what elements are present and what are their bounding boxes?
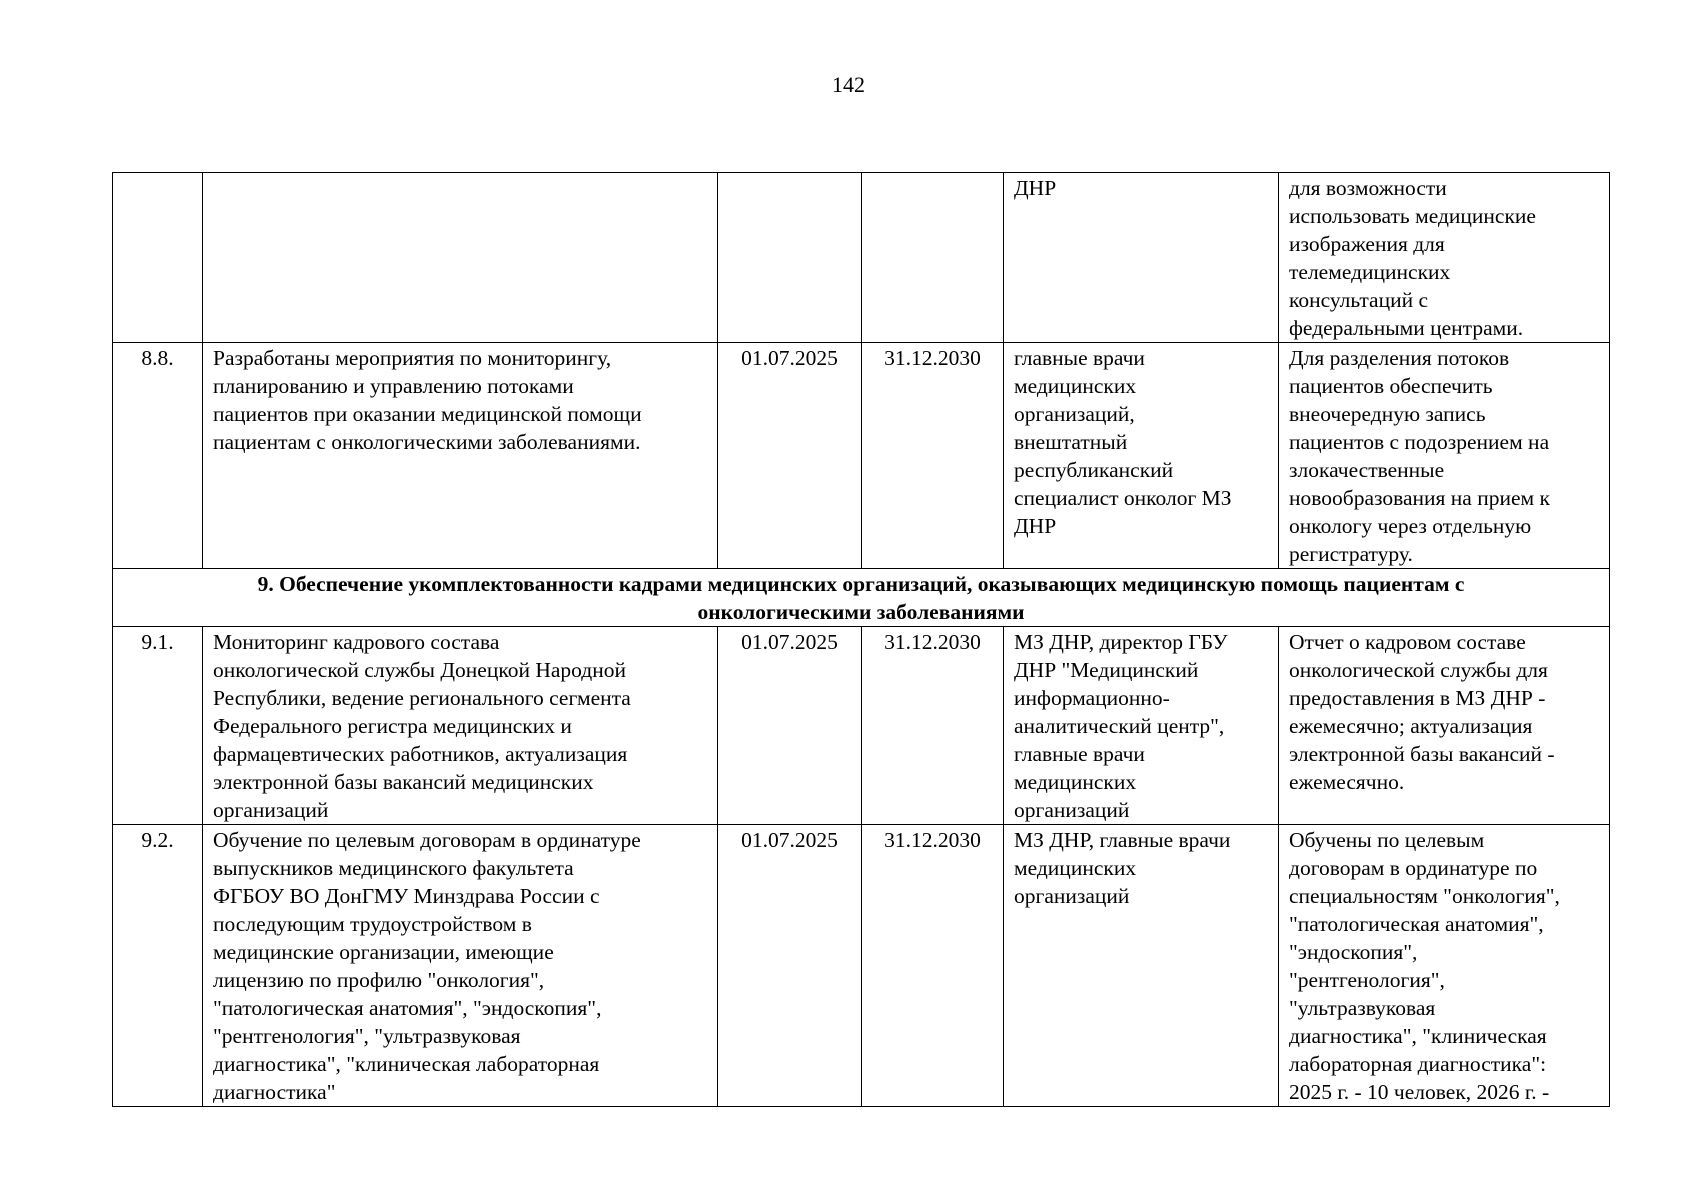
row-number bbox=[113, 173, 203, 343]
table-row bbox=[113, 173, 1610, 343]
section-row bbox=[113, 569, 1610, 627]
section-title: 9. Обеспечение укомплектованности кадрами медицинских организаций, оказывающих медицинскую помощь пациентам с онкологическими заболеваниями bbox=[113, 569, 1610, 627]
responsible-cell: ДНР bbox=[1004, 173, 1279, 343]
start-date: 01.07.2025 bbox=[718, 627, 862, 825]
row-number: 9.1. bbox=[113, 627, 203, 825]
end-date: 31.12.2030 bbox=[862, 343, 1004, 569]
start-date: 01.07.2025 bbox=[718, 343, 862, 569]
page-number: 142 bbox=[832, 72, 865, 97]
table-row bbox=[113, 825, 1610, 1107]
action-plan-table bbox=[112, 172, 1610, 1107]
activity-cell bbox=[203, 173, 718, 343]
table-row bbox=[113, 343, 1610, 569]
responsible-cell: МЗ ДНР, директор ГБУ ДНР "Медицинский информационно- аналитический центр", главные врачи медицинских организаций bbox=[1004, 627, 1279, 825]
row-number: 8.8. bbox=[113, 343, 203, 569]
result-cell: Для разделения потоков пациентов обеспечить внеочередную запись пациентов с подозрением на злокачественные новообразования на прием к онкологу через отдельную регистратуру. bbox=[1279, 343, 1610, 569]
activity-cell: Обучение по целевым договорам в ординатуре выпускников медицинского факультета ФГБОУ ВО ДонГМУ Минздрава России с последующим трудоустройством в медицинские организации, имеющие лицензию по профилю "онкология", "патологическая анатомия", "эндоскопия", "рентгенология", "ультразвуковая диагностика", "клиническая лабораторная диагностика" bbox=[203, 825, 718, 1107]
result-cell: для возможности использовать медицинские изображения для телемедицинских консультаций с федеральными центрами. bbox=[1279, 173, 1610, 343]
activity-cell: Мониторинг кадрового состава онкологической службы Донецкой Народной Республики, ведение регионального сегмента Федерального регистра медицинских и фармацевтических работников, актуализация электронной базы вакансий медицинских организаций bbox=[203, 627, 718, 825]
end-date: 31.12.2030 bbox=[862, 825, 1004, 1107]
end-date: 31.12.2030 bbox=[862, 627, 1004, 825]
result-cell: Обучены по целевым договорам в ординатуре по специальностям "онкология", "патологическая анатомия", "эндоскопия", "рентгенология", "ультразвуковая диагностика", "клиническая лабораторная диагностика": 2025 г. - 10 человек, 2026 г. - bbox=[1279, 825, 1610, 1107]
result-cell: Отчет о кадровом составе онкологической службы для предоставления в МЗ ДНР - ежемесячно; актуализация электронной базы вакансий - ежемесячно. bbox=[1279, 627, 1610, 825]
activity-cell: Разработаны мероприятия по мониторингу, планированию и управлению потоками пациентов при оказании медицинской помощи пациентам с онкологическими заболеваниями. bbox=[203, 343, 718, 569]
start-date bbox=[718, 173, 862, 343]
start-date: 01.07.2025 bbox=[718, 825, 862, 1107]
responsible-cell: главные врачи медицинских организаций, внештатный республиканский специалист онколог МЗ ДНР bbox=[1004, 343, 1279, 569]
end-date bbox=[862, 173, 1004, 343]
table-row bbox=[113, 627, 1610, 825]
responsible-cell: МЗ ДНР, главные врачи медицинских организаций bbox=[1004, 825, 1279, 1107]
row-number: 9.2. bbox=[113, 825, 203, 1107]
